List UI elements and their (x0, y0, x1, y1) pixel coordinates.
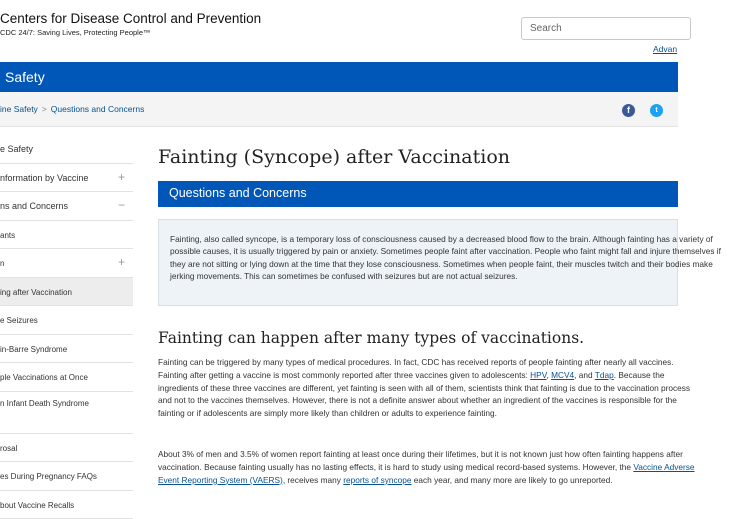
section-banner (0, 62, 678, 92)
sidebar-nav (0, 135, 133, 519)
advanced-search-link[interactable]: Advan (653, 44, 677, 54)
sidebar-item-autism[interactable] (0, 249, 133, 278)
sidebar-item-multiple-vaccinations[interactable] (0, 363, 133, 392)
sidebar-item-label: bout Vaccine Recalls (0, 501, 74, 510)
paragraph-text: , receives many (283, 475, 343, 485)
sidebar-item-label: rosal (0, 444, 17, 453)
breadcrumb-vaccine-safety[interactable]: ine Safety (0, 104, 38, 114)
paragraph-text: , and (574, 370, 595, 380)
paragraph-text: About 3% of men and 3.5% of women report fainting at least once during their lifetimes, but it is not known just how often fainting happens after vaccination. Because fainting usually has no lasting effects, it is hard to study using medical record-based systems. However, the (158, 449, 683, 472)
sidebar-item-fainting[interactable] (0, 278, 133, 307)
sidebar-item-vaccine-recalls[interactable] (0, 491, 133, 519)
search-input[interactable] (522, 18, 680, 39)
paragraph-2 (158, 448, 698, 509)
section-header (158, 181, 678, 207)
sidebar-item-label: e Seizures (0, 316, 38, 325)
sidebar-item-label: in-Barre Syndrome (0, 345, 67, 354)
sidebar-item-information-by-vaccine[interactable] (0, 164, 133, 193)
tdap-link[interactable]: Tdap (595, 370, 614, 380)
content-subheading: Fainting can happen after many types of vaccinations. (158, 329, 584, 347)
paragraph-text: . Because the ingredients of these three vaccines are different, yet fainting is seen with all of them, scientists think that fainting is due to the vaccination process and not to the vaccines themselves. However, there is not a definite answer about whether an ingredient of the vaccines is responsible for the fainting or if adolescents are simply more likely than children or adults to experience fainting. (158, 370, 690, 418)
banner-title[interactable]: Safety (5, 69, 45, 85)
hpv-link[interactable]: HPV (530, 370, 546, 380)
sidebar-item-vaccine-safety[interactable] (0, 135, 133, 164)
breadcrumb-bar (0, 92, 678, 127)
sidebar-item-questions-concerns[interactable] (0, 192, 133, 221)
breadcrumb-separator: > (42, 104, 47, 114)
paragraph-text: , (546, 370, 551, 380)
search-box (521, 17, 691, 40)
intro-callout (158, 219, 678, 306)
sidebar-item-thimerosal[interactable] (0, 434, 133, 463)
sidebar-item-adjuvants[interactable] (0, 221, 133, 250)
sidebar-item-pregnancy-faqs[interactable] (0, 462, 133, 491)
sidebar-item-label: ns and Concerns (0, 201, 68, 211)
sidebar-item-label: n (0, 259, 4, 268)
callout-text: Fainting, also called syncope, is a temporary loss of consciousness caused by a decreased blood flow to the brain. Although fainting has a variety of possible causes, it is usually triggered by pain or anxiety. Sometimes people faint after vaccination. People who faint might fall and injure themselves if they are not sitting or lying down at the time that they lose consciousness. Sometimes when people faint, their muscles twitch and their bodies make jerking movements. This can sometimes be confused with seizures but are not actual seizures. (170, 233, 730, 283)
paragraph-text: each year, and many more are likely to go unreported. (411, 475, 612, 485)
sidebar-item-label: n Infant Death Syndrome (0, 397, 125, 410)
expand-icon[interactable]: + (118, 170, 125, 184)
mcv4-link[interactable]: MCV4 (551, 370, 574, 380)
sidebar-item-label: e Safety (0, 144, 33, 154)
sidebar-item-label: ing after Vaccination (0, 288, 72, 297)
twitter-icon[interactable]: t (650, 104, 663, 117)
syncope-reports-link[interactable]: reports of syncope (343, 475, 411, 485)
sidebar-item-label: nformation by Vaccine (0, 173, 88, 183)
site-header (0, 0, 678, 62)
org-name[interactable]: Centers for Disease Control and Prevention (0, 11, 261, 26)
sidebar-item-sids[interactable] (0, 392, 133, 434)
expand-icon[interactable]: + (118, 255, 125, 269)
page-title: Fainting (Syncope) after Vaccination (158, 146, 510, 168)
sidebar-item-label: ple Vaccinations at Once (0, 373, 88, 382)
sidebar-item-label: es During Pregnancy FAQs (0, 472, 97, 481)
org-tagline: CDC 24/7: Saving Lives, Protecting People™ (0, 28, 151, 37)
paragraph-text: Fainting can be triggered by many types of medical procedures. In fact, CDC has received reports of people fainting after nearly all vaccines. Fainting after getting a vaccine is most commonly reported after three vaccines given to adolescents: (158, 357, 674, 380)
breadcrumb-questions-concerns[interactable]: Questions and Concerns (51, 104, 145, 114)
vaers-link[interactable]: Vaccine Adverse Event Reporting System (VAERS) (158, 462, 695, 485)
section-header-title: Questions and Concerns (169, 186, 307, 200)
facebook-icon[interactable]: f (622, 104, 635, 117)
breadcrumb (0, 104, 144, 114)
paragraph-1 (158, 356, 698, 438)
sidebar-item-guillain-barre[interactable] (0, 335, 133, 364)
collapse-icon[interactable]: − (118, 198, 125, 212)
sidebar-item-febrile-seizures[interactable] (0, 306, 133, 335)
sidebar-item-label: ants (0, 231, 15, 240)
